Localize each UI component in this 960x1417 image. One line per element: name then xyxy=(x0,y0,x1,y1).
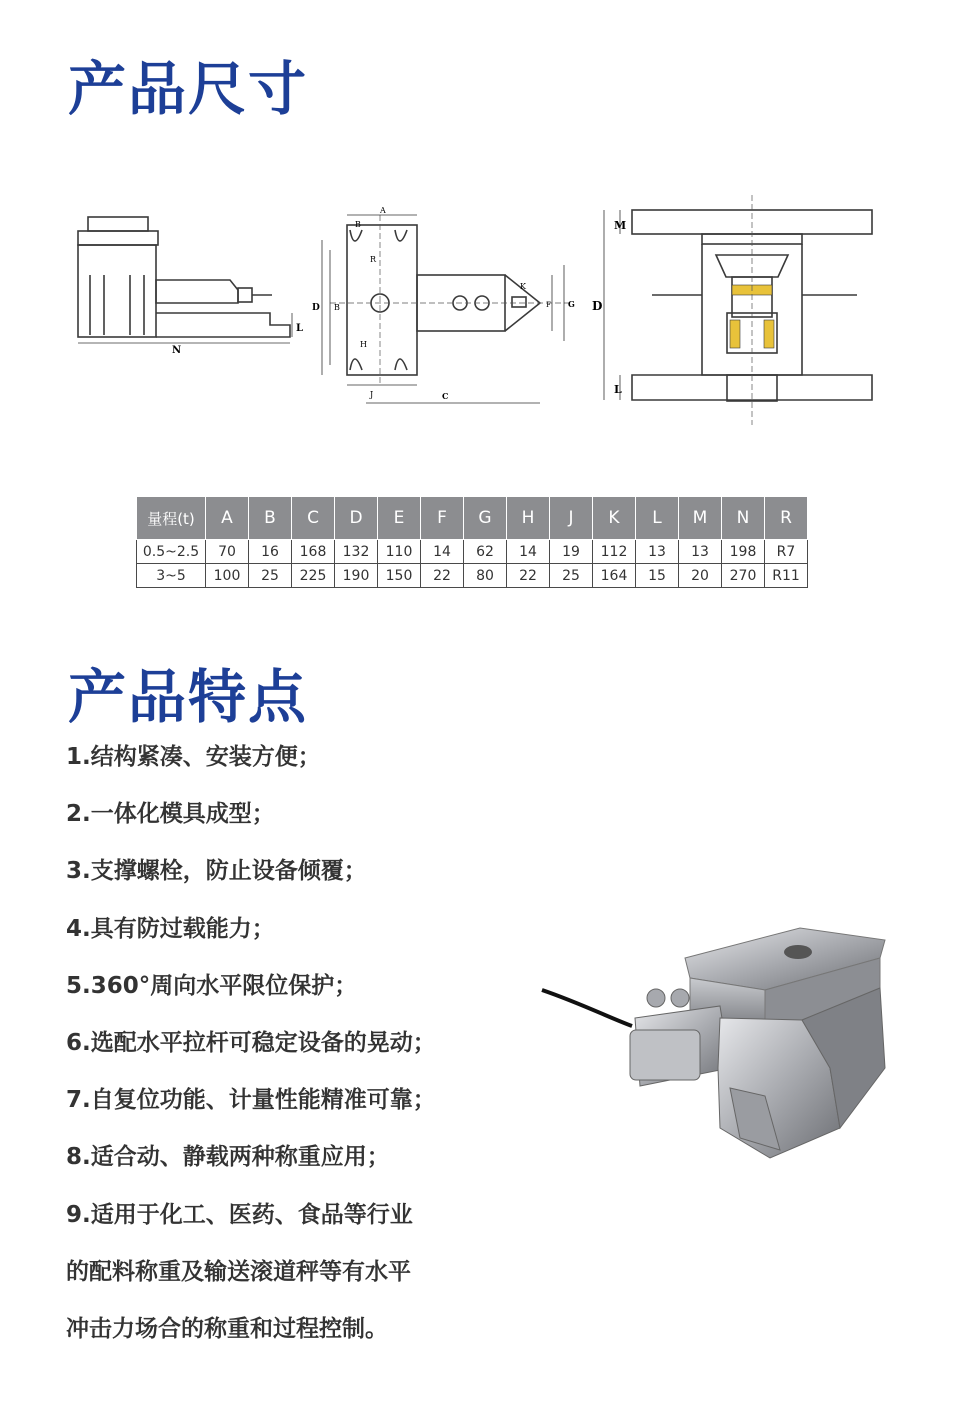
header-b: B xyxy=(249,497,292,540)
table-cell: 0.5~2.5 xyxy=(137,540,206,564)
label-f: F xyxy=(546,301,551,309)
features-title: 产品特点 xyxy=(68,663,309,731)
table-cell: 164 xyxy=(593,564,636,588)
table-cell: 112 xyxy=(593,540,636,564)
table-header-row xyxy=(137,497,808,540)
dimension-drawings xyxy=(60,185,900,435)
dimensions-title: 产品尺寸 xyxy=(68,55,309,123)
label-b: B xyxy=(355,220,361,229)
table-cell: 13 xyxy=(679,540,722,564)
header-m: M xyxy=(679,497,722,540)
list-item: 9.适用于化工、医药、食品等行业 xyxy=(66,1201,413,1228)
label-k: K xyxy=(520,282,526,291)
header-d: D xyxy=(335,497,378,540)
list-item: 6.选配水平拉杆可稳定设备的晃动； xyxy=(66,1029,436,1056)
header-range: 量程(t) xyxy=(137,497,206,540)
table-cell: 150 xyxy=(378,564,421,588)
list-item: 冲击力场合的称重和过程控制。 xyxy=(66,1315,388,1342)
table-cell: 132 xyxy=(335,540,378,564)
label-g: G xyxy=(568,299,575,309)
table-cell: 20 xyxy=(679,564,722,588)
table-row xyxy=(137,540,808,564)
table-cell: 70 xyxy=(206,540,249,564)
table-cell: 22 xyxy=(421,564,464,588)
header-l: L xyxy=(636,497,679,540)
product-photo xyxy=(540,918,890,1168)
label-d2: D xyxy=(592,299,603,313)
header-c: C xyxy=(292,497,335,540)
header-r: R xyxy=(765,497,808,540)
table-cell: 14 xyxy=(507,540,550,564)
table-row xyxy=(137,564,808,588)
header-n: N xyxy=(722,497,765,540)
label-d: D xyxy=(312,303,320,313)
label-c: C xyxy=(442,391,449,401)
header-j: J xyxy=(550,497,593,540)
top-view-drawing xyxy=(300,185,580,435)
list-item: 7.自复位功能、计量性能精准可靠； xyxy=(66,1087,436,1114)
table-cell: 25 xyxy=(249,564,292,588)
label-j: J xyxy=(370,390,374,399)
list-item: 2.一体化模具成型； xyxy=(66,801,275,828)
header-h: H xyxy=(507,497,550,540)
list-item: 1.结构紧凑、安装方便； xyxy=(66,744,321,770)
table-cell: 225 xyxy=(292,564,335,588)
spec-table xyxy=(136,496,808,588)
header-a: A xyxy=(206,497,249,540)
table-cell: 80 xyxy=(464,564,507,588)
label-l2: L xyxy=(614,383,622,396)
table-cell: R7 xyxy=(765,540,808,564)
list-item: 3.支撑螺栓，防止设备倾覆； xyxy=(66,858,367,885)
list-item: 8.适合动、静载两种称重应用； xyxy=(66,1144,390,1171)
list-item: 的配料称重及输送滚道秤等有水平 xyxy=(66,1258,411,1285)
label-m: M xyxy=(614,219,627,232)
table-cell: 190 xyxy=(335,564,378,588)
label-l: L xyxy=(296,323,304,334)
label-n: N xyxy=(172,345,182,356)
table-cell: 168 xyxy=(292,540,335,564)
list-item: 5.360°周向水平限位保护； xyxy=(66,972,358,999)
header-e: E xyxy=(378,497,421,540)
table-cell: 22 xyxy=(507,564,550,588)
table-cell: 270 xyxy=(722,564,765,588)
table-cell: 16 xyxy=(249,540,292,564)
table-cell: 13 xyxy=(636,540,679,564)
table-cell: 62 xyxy=(464,540,507,564)
table-cell: 25 xyxy=(550,564,593,588)
table-cell: 198 xyxy=(722,540,765,564)
table-cell: R11 xyxy=(765,564,808,588)
table-cell: 15 xyxy=(636,564,679,588)
label-r: R xyxy=(370,255,377,264)
header-f: F xyxy=(421,497,464,540)
side-view-drawing xyxy=(60,185,310,435)
table-cell: 14 xyxy=(421,540,464,564)
label-h: H xyxy=(360,340,367,349)
feature-list xyxy=(66,740,536,1369)
label-a: A xyxy=(380,206,386,215)
header-k: K xyxy=(593,497,636,540)
table-cell: 19 xyxy=(550,540,593,564)
table-cell: 100 xyxy=(206,564,249,588)
list-item: 4.具有防过载能力； xyxy=(66,915,275,942)
label-b2: B xyxy=(334,303,340,312)
table-cell: 110 xyxy=(378,540,421,564)
header-g: G xyxy=(464,497,507,540)
front-view-drawing xyxy=(592,185,892,435)
table-cell: 3~5 xyxy=(137,564,206,588)
